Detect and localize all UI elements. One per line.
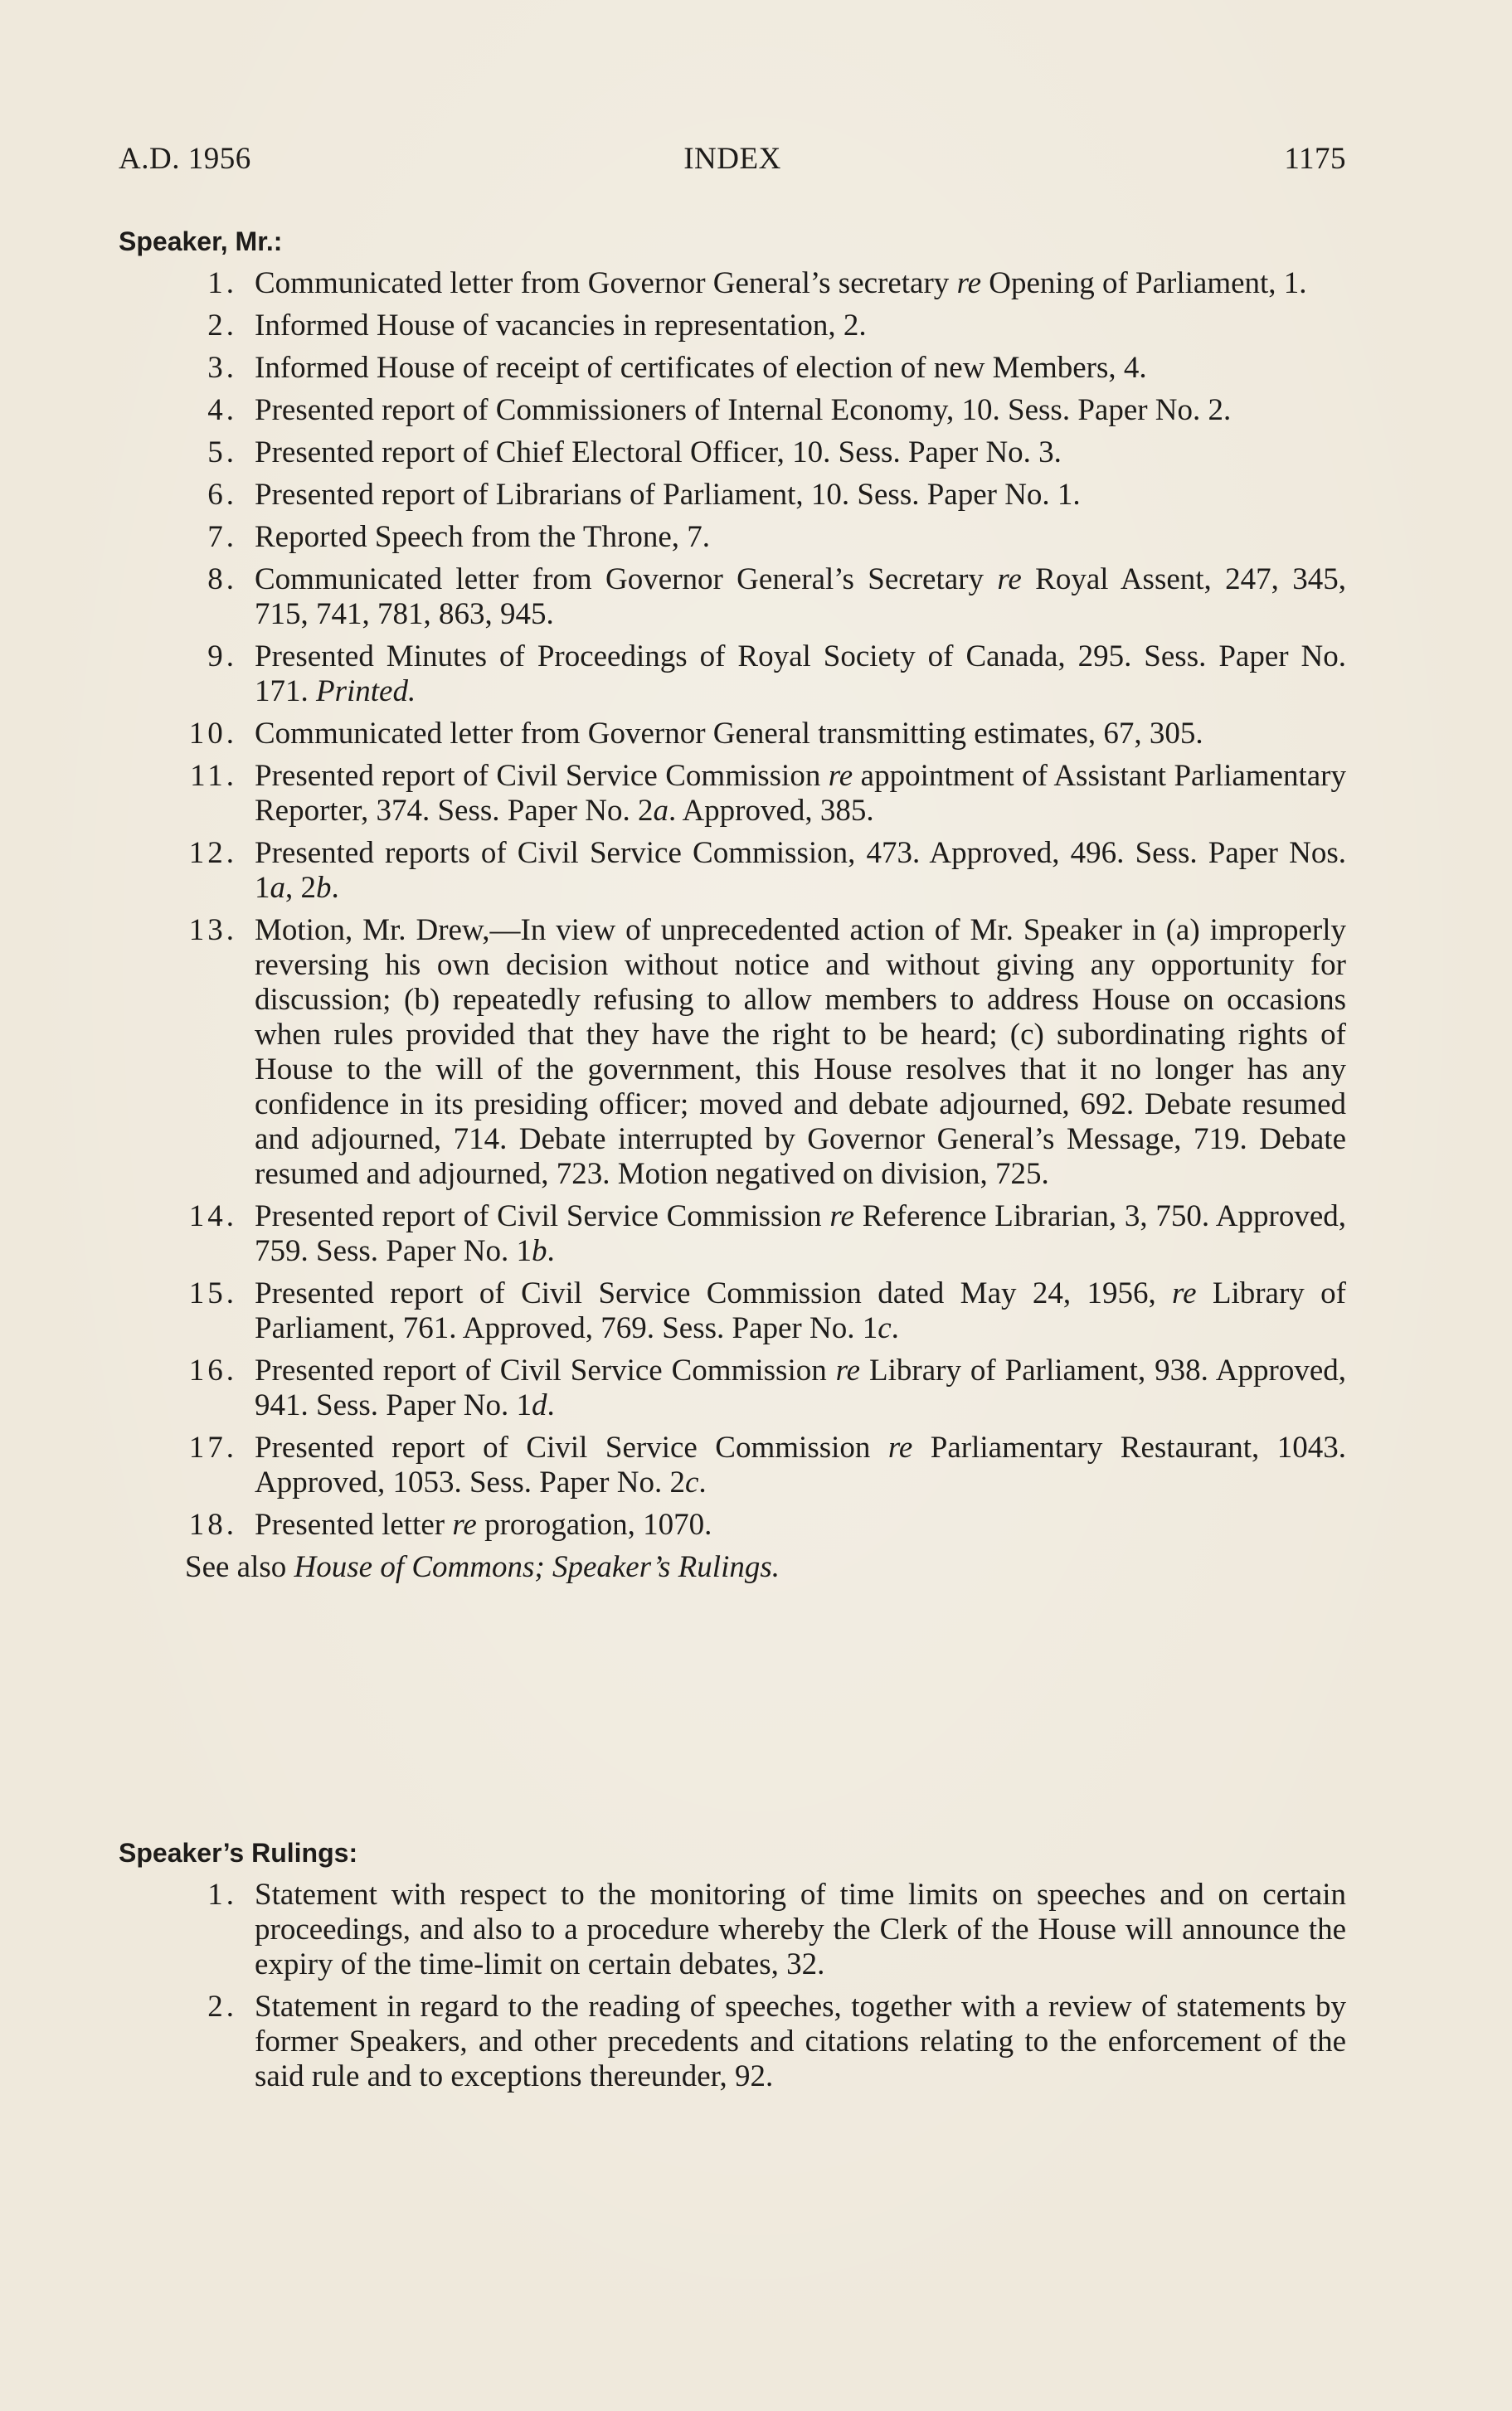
entry-text-segment: d xyxy=(532,1388,547,1422)
entry-number: 13. xyxy=(188,913,237,947)
entry-text-segment: Reference Librarian, 3, 750. Approved, 759. Sess. Paper No. 1 xyxy=(255,1199,1346,1268)
entry-text-segment: re xyxy=(887,1431,913,1465)
entry-text xyxy=(255,1354,1346,1422)
index-entry xyxy=(119,639,1346,709)
entry-text-segment: Communicated letter from Governor General’s secretary xyxy=(255,266,957,300)
entry-number: 9. xyxy=(207,639,237,673)
entry-text-segment: appointment of Assistant Parliamentary Reporter, 374. Sess. Paper No. 2 xyxy=(255,759,1346,828)
entry-number: 3. xyxy=(207,351,237,385)
entry-number: 12. xyxy=(188,836,237,870)
entry-text-segment: a xyxy=(653,794,668,828)
running-head-title: INDEX xyxy=(683,142,781,176)
entry-number: 7. xyxy=(207,520,237,554)
entry-text-segment: Presented report of Civil Service Commission dated May 24, 1956, xyxy=(255,1276,1173,1310)
see-also-refs: House of Commons; Speaker’s Rulings. xyxy=(294,1550,780,1584)
entry-text-segment: . xyxy=(331,871,339,905)
index-entry xyxy=(119,1990,1346,2094)
entry-text xyxy=(255,435,1062,469)
entry-text-segment: prorogation, 1070. xyxy=(476,1508,712,1542)
entry-text-segment: . xyxy=(547,1388,555,1422)
entry-text xyxy=(255,1878,1346,1981)
entry-number: 2. xyxy=(207,1990,237,2024)
index-entry xyxy=(119,435,1346,470)
entry-text-segment: . xyxy=(891,1311,899,1345)
entry-number: 10. xyxy=(188,717,237,751)
speaker-entries-list xyxy=(119,266,1346,1543)
entry-number: 14. xyxy=(188,1199,237,1233)
entry-text-segment: Royal Assent, 247, 345, 715, 741, 781, 863, 945. xyxy=(255,562,1347,631)
entry-number: 6. xyxy=(207,478,237,512)
entry-number: 1. xyxy=(207,266,237,300)
index-entry xyxy=(119,351,1346,386)
section-heading-speaker: Speaker, Mr.: xyxy=(119,226,283,256)
entry-text xyxy=(255,1990,1346,2093)
entry-text xyxy=(255,562,1346,631)
entry-text-segment: . Approved, 385. xyxy=(668,794,874,828)
entry-text-segment: Presented report of Civil Service Commission xyxy=(255,1431,888,1465)
index-entry xyxy=(119,562,1346,632)
entry-text xyxy=(255,1431,1346,1500)
entry-text-segment: c xyxy=(684,1466,699,1500)
entry-text-segment: Library of Parliament, 761. Approved, 769. Sess. Paper No. 1 xyxy=(255,1276,1346,1345)
entry-text-segment: Presented report of Librarians of Parliament, 10. Sess. Paper No. 1. xyxy=(255,478,1081,512)
entry-text xyxy=(255,1508,712,1542)
entry-number: 5. xyxy=(207,435,237,469)
running-head-date: A.D. 1956 xyxy=(119,142,251,176)
entry-number: 17. xyxy=(188,1431,237,1465)
index-entry xyxy=(119,393,1346,428)
entry-number: 4. xyxy=(207,393,237,427)
entry-text xyxy=(255,266,1307,300)
see-also-prefix: See also xyxy=(185,1550,294,1584)
entry-text-segment: re xyxy=(956,266,982,300)
entry-text xyxy=(255,913,1346,1191)
index-entry xyxy=(119,913,1346,1192)
index-entry xyxy=(119,759,1346,829)
index-entry xyxy=(119,309,1346,343)
entry-text-segment: Reported Speech from the Throne, 7. xyxy=(255,520,711,554)
entry-text xyxy=(255,478,1081,512)
entry-text-segment: . xyxy=(547,1234,555,1268)
entry-text xyxy=(255,1276,1346,1345)
entry-text-segment: Informed House of receipt of certificates of election of new Members, 4. xyxy=(255,351,1147,385)
entry-text-segment: Presented report of Civil Service Commission xyxy=(255,759,829,793)
entry-number: 18. xyxy=(188,1508,237,1542)
entry-text-segment: Presented report of Commissioners of Internal Economy, 10. Sess. Paper No. 2. xyxy=(255,393,1232,427)
see-also xyxy=(119,1550,1346,1585)
entry-text-segment: b xyxy=(532,1234,547,1268)
entry-text-segment: re xyxy=(828,759,853,793)
entry-text-segment: Communicated letter from Governor General transmitting estimates, 67, 305. xyxy=(255,717,1203,751)
entry-number: 15. xyxy=(188,1276,237,1310)
index-entry xyxy=(119,1199,1346,1269)
entry-text-segment: re xyxy=(1172,1276,1197,1310)
entry-text-segment: re xyxy=(997,562,1022,596)
entry-text-segment: re xyxy=(829,1199,854,1233)
entry-text xyxy=(255,836,1346,905)
entry-text-segment: b xyxy=(316,871,332,905)
entry-text-segment: Presented Minutes of Proceedings of Royal Society of Canada, 295. Sess. Paper No. 171. xyxy=(255,639,1346,708)
entry-text-segment: Statement in regard to the reading of speeches, together with a review of statements by former Speakers, and other precedents and citations relating to the enforcement of the said rule and to exceptions thereunder, 92. xyxy=(255,1990,1346,2093)
running-head xyxy=(119,141,1346,182)
entry-text-segment: Statement with respect to the monitoring of time limits on speeches and on certain proceedings, and also to a procedure whereby the Clerk of the House will announce the expiry of the time-limit on certain debates, 32. xyxy=(255,1878,1346,1981)
entry-text-segment: c xyxy=(878,1311,892,1345)
entry-text-segment: Printed. xyxy=(316,674,416,708)
entry-text xyxy=(255,1199,1346,1268)
entry-text-segment: re xyxy=(835,1354,861,1388)
page-number: 1175 xyxy=(1284,142,1346,176)
entry-text-segment: Library of Parliament, 938. Approved, 941. Sess. Paper No. 1 xyxy=(255,1354,1346,1422)
entry-text xyxy=(255,717,1203,751)
index-entry xyxy=(119,1878,1346,1982)
index-entry xyxy=(119,266,1346,301)
entry-text-segment: Opening of Parliament, 1. xyxy=(981,266,1307,300)
entry-text-segment: Presented report of Civil Service Commission xyxy=(255,1199,830,1233)
entry-text xyxy=(255,520,710,554)
entry-text-segment: Presented report of Civil Service Commission xyxy=(255,1354,836,1388)
entry-number: 1. xyxy=(207,1878,237,1912)
entry-text-segment: Presented report of Chief Electoral Officer, 10. Sess. Paper No. 3. xyxy=(255,435,1062,469)
entry-text-segment: re xyxy=(452,1508,477,1542)
entry-text-segment: Presented reports of Civil Service Commission, 473. Approved, 496. Sess. Paper Nos. 1 xyxy=(255,836,1346,905)
index-entry xyxy=(119,1276,1346,1346)
section-speaker xyxy=(119,224,1346,1585)
index-entry xyxy=(119,1508,1346,1543)
index-entry xyxy=(119,520,1346,555)
entry-number: 16. xyxy=(188,1354,237,1388)
entry-text-segment: Parliamentary Restaurant, 1043. Approved, 1053. Sess. Paper No. 2 xyxy=(255,1431,1346,1500)
entry-text-segment: Motion, Mr. Drew,—In view of unprecedented action of Mr. Speaker in (a) improperly reversing his own decision without notice and without giving any opportunity for discussion; (b) repeatedly refusing to allow members to address House on occasions when rules provided that they have the right to be heard; (c) subordinating rights of House to the will of the government, this House resolves that it no longer has any confidence in its presiding officer; moved and debate adjourned, 692. Debate resumed and adjourned, 714. Debate interrupted by Governor General’s Message, 719. Debate resumed and adjourned, 723. Motion negatived on division, 725. xyxy=(255,913,1346,1191)
entry-text-segment: Informed House of vacancies in representation, 2. xyxy=(255,309,867,343)
index-entry xyxy=(119,836,1346,906)
entry-number: 11. xyxy=(190,759,237,793)
section-speakers-rulings xyxy=(119,1835,1346,2094)
entry-text xyxy=(255,759,1346,828)
entry-text-segment: a xyxy=(270,871,285,905)
index-entry xyxy=(119,717,1346,751)
entry-text xyxy=(255,351,1147,385)
entry-text-segment: Communicated letter from Governor General’s Secretary xyxy=(255,562,998,596)
entry-number: 2. xyxy=(207,309,237,343)
entry-number: 8. xyxy=(207,562,237,596)
index-entry xyxy=(119,1354,1346,1423)
entry-text-segment: . xyxy=(698,1466,707,1500)
index-entry xyxy=(119,1431,1346,1500)
entry-text xyxy=(255,393,1231,427)
entry-text-segment: , 2 xyxy=(285,871,316,905)
section-heading-rulings: Speaker’s Rulings: xyxy=(119,1838,358,1868)
index-entry xyxy=(119,478,1346,513)
entry-text xyxy=(255,309,867,343)
entry-text-segment: Presented letter xyxy=(255,1508,453,1542)
entry-text xyxy=(255,639,1346,708)
rulings-entries-list xyxy=(119,1878,1346,2094)
